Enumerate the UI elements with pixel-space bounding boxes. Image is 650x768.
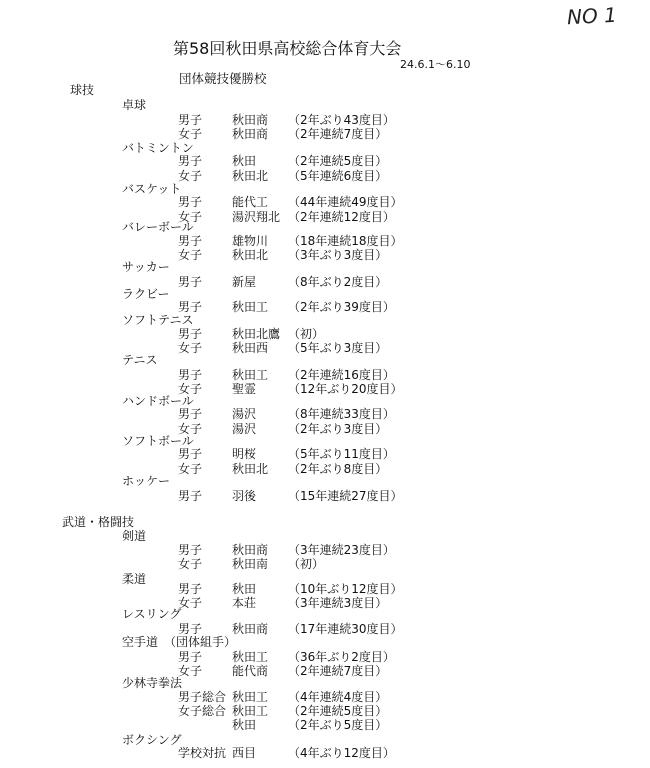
school-name: 秋田工 bbox=[232, 300, 269, 314]
gender-label: 女子 bbox=[178, 169, 203, 183]
result-note: （2年連続5度目） bbox=[288, 704, 388, 718]
gender-label: 男子 bbox=[178, 234, 203, 248]
sport-name: ハンドボール bbox=[122, 394, 194, 408]
school-name: 秋田北 bbox=[232, 248, 269, 262]
school-name: 秋田商 bbox=[232, 127, 269, 141]
result-note: （2年ぶり3度目） bbox=[288, 422, 388, 436]
section-heading: 武道・格闘技 bbox=[62, 515, 135, 529]
gender-label: 男子 bbox=[178, 489, 203, 503]
gender-label: 女子 bbox=[178, 341, 203, 355]
sport-name: 卓球 bbox=[122, 98, 147, 112]
result-note: （2年ぶり43度目） bbox=[288, 113, 395, 127]
school-name: 秋田工 bbox=[232, 704, 269, 718]
result-note: （3年連続23度目） bbox=[288, 543, 395, 557]
gender-label: 女子 bbox=[178, 248, 203, 262]
result-note: （15年連続27度目） bbox=[288, 489, 403, 503]
school-name: 雄物川 bbox=[232, 234, 269, 248]
result-note: （5年ぶり3度目） bbox=[288, 341, 388, 355]
result-note: （2年連続12度目） bbox=[288, 210, 395, 224]
gender-label: 女子 bbox=[178, 422, 203, 436]
gender-label: 女子 bbox=[178, 382, 203, 396]
school-name: 秋田 bbox=[232, 718, 257, 732]
result-note: （2年連続7度目） bbox=[288, 664, 388, 678]
result-note: （17年連続30度目） bbox=[288, 622, 403, 636]
result-note: （36年ぶり2度目） bbox=[288, 650, 395, 664]
result-note: （4年ぶり12度目） bbox=[288, 746, 395, 760]
result-note: （2年連続7度目） bbox=[288, 127, 388, 141]
school-name: 能代工 bbox=[232, 195, 269, 209]
gender-label: 男子 bbox=[178, 622, 203, 636]
gender-label: 男子 bbox=[178, 407, 203, 421]
school-name: 明桜 bbox=[232, 447, 257, 461]
result-note: （初） bbox=[288, 557, 325, 571]
school-name: 秋田 bbox=[232, 154, 257, 168]
school-name: 秋田北鷹 bbox=[232, 327, 281, 341]
gender-label: 男子 bbox=[178, 543, 203, 557]
result-note: （3年ぶり3度目） bbox=[288, 248, 388, 262]
date-range: 24.6.1～6.10 bbox=[400, 58, 471, 71]
gender-label: 女子 bbox=[178, 557, 203, 571]
gender-label: 男子 bbox=[178, 650, 203, 664]
gender-label: 男子 bbox=[178, 154, 203, 168]
gender-label: 男子 bbox=[178, 327, 203, 341]
school-name: 秋田商 bbox=[232, 622, 269, 636]
gender-label: 男子 bbox=[178, 195, 203, 209]
sport-name: 少林寺拳法 bbox=[122, 676, 183, 690]
school-name: 湯沢 bbox=[232, 422, 257, 436]
result-note: （2年ぶり5度目） bbox=[288, 718, 388, 732]
gender-label: 女子総合 bbox=[178, 704, 227, 718]
sport-name: バスケット bbox=[122, 182, 182, 196]
sport-name: テニス bbox=[122, 353, 158, 367]
school-name: 秋田北 bbox=[232, 169, 269, 183]
result-note: （8年ぶり2度目） bbox=[288, 275, 388, 289]
gender-label: 男子 bbox=[178, 447, 203, 461]
gender-label: 男子 bbox=[178, 113, 203, 127]
gender-label: 女子 bbox=[178, 596, 203, 610]
school-name: 能代商 bbox=[232, 664, 269, 678]
result-note: （18年連続18度目） bbox=[288, 234, 403, 248]
school-name: 秋田工 bbox=[232, 650, 269, 664]
result-note: （3年連続3度目） bbox=[288, 596, 388, 610]
gender-label: 男子総合 bbox=[178, 690, 227, 704]
result-note: （2年連続5度目） bbox=[288, 154, 388, 168]
sport-name: ソフトボール bbox=[122, 434, 194, 448]
sport-name: バレーボール bbox=[122, 220, 194, 234]
sport-name: ホッケー bbox=[122, 474, 171, 488]
gender-label: 女子 bbox=[178, 127, 203, 141]
gender-label: 男子 bbox=[178, 300, 203, 314]
school-name: 秋田南 bbox=[232, 557, 269, 571]
school-name: 湯沢 bbox=[232, 407, 257, 421]
result-note: （2年連続16度目） bbox=[288, 368, 395, 382]
section-heading: 球技 bbox=[70, 83, 95, 97]
school-name: 聖霊 bbox=[232, 382, 257, 396]
gender-label: 男子 bbox=[178, 368, 203, 382]
sport-name: ラクビー bbox=[122, 287, 170, 301]
result-note: （2年ぶり39度目） bbox=[288, 300, 395, 314]
school-name: 秋田商 bbox=[232, 113, 269, 127]
result-note: （44年連続49度目） bbox=[288, 195, 403, 209]
school-name: 新屋 bbox=[232, 275, 257, 289]
gender-label: 男子 bbox=[178, 582, 203, 596]
result-note: （8年連続33度目） bbox=[288, 407, 395, 421]
result-note: （10年ぶり12度目） bbox=[288, 582, 403, 596]
school-name: 西目 bbox=[232, 746, 257, 760]
gender-label: 女子 bbox=[178, 210, 203, 224]
document-title: 第58回秋田県高校総合体育大会 bbox=[173, 39, 402, 58]
document-subtitle: 団体競技優勝校 bbox=[179, 71, 267, 86]
gender-label: 女子 bbox=[178, 664, 203, 678]
result-note: （2年ぶり8度目） bbox=[288, 462, 388, 476]
page-number: NO 1 bbox=[566, 2, 618, 30]
school-name: 秋田 bbox=[232, 582, 257, 596]
school-name: 本荘 bbox=[232, 596, 257, 610]
school-name: 羽後 bbox=[232, 489, 257, 503]
school-name: 秋田工 bbox=[232, 690, 269, 704]
gender-label: 学校対抗 bbox=[178, 746, 227, 760]
school-name: 湯沢翔北 bbox=[232, 210, 281, 224]
gender-label: 男子 bbox=[178, 275, 203, 289]
sport-name: 空手道 （団体組手） bbox=[122, 635, 237, 649]
result-note: （5年ぶり11度目） bbox=[288, 447, 395, 461]
school-name: 秋田北 bbox=[232, 462, 269, 476]
result-note: （4年連続4度目） bbox=[288, 690, 388, 704]
sport-name: バトミントン bbox=[122, 141, 194, 155]
school-name: 秋田商 bbox=[232, 543, 269, 557]
sport-name: サッカー bbox=[122, 260, 170, 274]
result-note: （12年ぶり20度目） bbox=[288, 382, 403, 396]
result-note: （初） bbox=[288, 327, 325, 341]
result-note: （5年連続6度目） bbox=[288, 169, 388, 183]
gender-label: 女子 bbox=[178, 462, 203, 476]
sport-name: レスリング bbox=[122, 607, 182, 621]
sport-name: 柔道 bbox=[122, 572, 147, 586]
school-name: 秋田工 bbox=[232, 368, 269, 382]
school-name: 秋田西 bbox=[232, 341, 269, 355]
sport-name: 剣道 bbox=[122, 529, 147, 543]
sport-name: ソフトテニス bbox=[122, 313, 194, 327]
sport-name: ボクシング bbox=[122, 733, 182, 747]
